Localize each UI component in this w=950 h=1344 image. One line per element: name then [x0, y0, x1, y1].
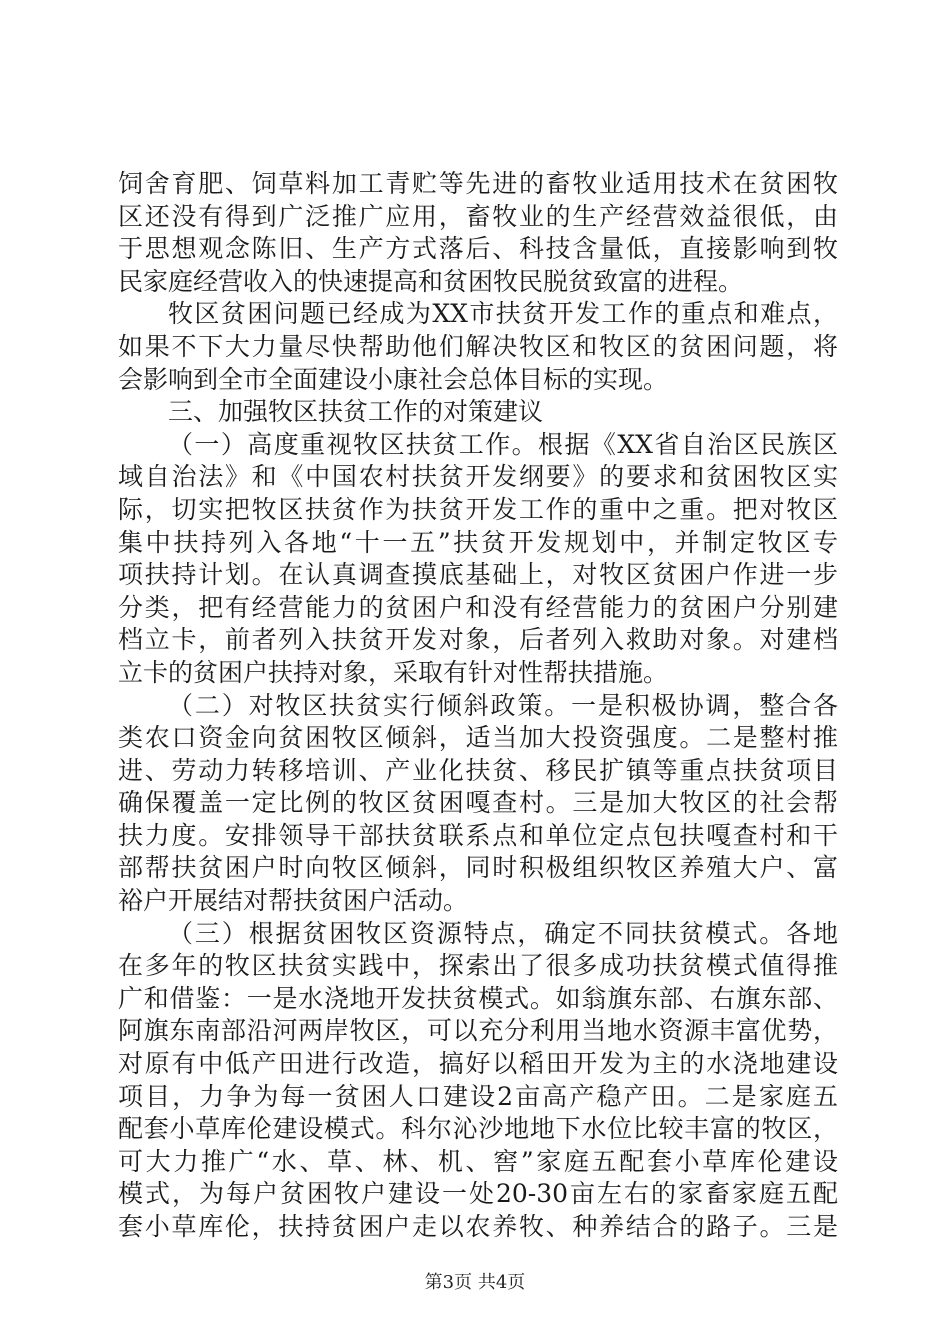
text-line: 对原有中低产田进行改造，搞好以稻田开发为主的水浇地建设: [118, 1049, 838, 1079]
section-heading: [118, 396, 838, 429]
text-line: 裕户开展结对帮扶贫困户活动。: [118, 886, 469, 916]
text-line: 会影响到全市全面建设小康社会总体目标的实现。: [118, 364, 669, 394]
text-line: 分类，把有经营能力的贫困户和没有经营能力的贫困户分别建: [118, 592, 838, 622]
text-line: 类农口资金向贫困牧区倾斜，适当加大投资强度。二是整村推: [118, 723, 838, 753]
text-line: 饲舍育肥、饲草料加工青贮等先进的畜牧业适用技术在贫困牧: [118, 169, 838, 198]
page-number-footer: 第3页 共4页: [424, 1272, 526, 1293]
paragraph-poverty-focus: [118, 298, 838, 396]
text-line: 际，切实把牧区扶贫作为扶贫开发工作的重中之重。把对牧区: [118, 494, 838, 524]
text-line: 阿旗东南部沿河两岸牧区，可以充分利用当地水资源丰富优势，: [118, 1016, 838, 1046]
document-body: [118, 168, 838, 1244]
paragraph-policy-2: [118, 690, 838, 918]
text-line: 项扶持计划。在认真调查摸底基础上，对牧区贫困户作进一步: [118, 560, 838, 590]
text-line: 进、劳动力转移培训、产业化扶贫、移民扩镇等重点扶贫项目: [118, 755, 838, 785]
paragraph-policy-1: [118, 429, 838, 690]
paragraph-policy-3: [118, 918, 838, 1244]
text-line: 模式，为每户贫困牧户建设一处20-30亩左右的家畜家庭五配: [118, 1179, 838, 1209]
text-line: 套小草库伦，扶持贫困户走以农养牧、种养结合的路子。三是: [118, 1212, 838, 1241]
text-line: 扶力度。安排领导干部扶贫联系点和单位定点包扶嘎查村和干: [118, 820, 838, 850]
text-line: 集中扶持列入各地“十一五”扶贫开发规划中，并制定牧区专: [118, 527, 838, 557]
text-line: 立卡的贫困户扶持对象，采取有针对性帮扶措施。: [118, 657, 669, 687]
text-line: 如果不下大力量尽快帮助他们解决牧区和牧区的贫困问题，将: [118, 331, 838, 361]
text-line: 可大力推广“水、草、林、机、窖”家庭五配套小草库伦建设: [118, 1146, 838, 1176]
heading-line: 三、加强牧区扶贫工作的对策建议: [168, 397, 544, 427]
text-line: 配套小草库伦建设模式。科尔沁沙地地下水位比较丰富的牧区，: [118, 1114, 838, 1144]
text-line: （二）对牧区扶贫实行倾斜政策。一是积极协调，整合各: [168, 690, 838, 720]
text-line: 部帮扶贫困户时向牧区倾斜，同时积极组织牧区养殖大户、富: [118, 853, 838, 883]
text-line: 在多年的牧区扶贫实践中，探索出了很多成功扶贫模式值得推: [118, 951, 838, 981]
text-line: 牧区贫困问题已经成为XX市扶贫开发工作的重点和难点，: [168, 299, 838, 329]
text-line: 确保覆盖一定比例的牧区贫困嘎查村。三是加大牧区的社会帮: [118, 788, 838, 818]
text-line: 项目，力争为每一贫困人口建设2亩高产稳产田。二是家庭五: [118, 1081, 838, 1111]
text-line: （一）高度重视牧区扶贫工作。根据《XX省自治区民族区: [168, 429, 838, 459]
text-line: 档立卡，前者列入扶贫开发对象，后者列入救助对象。对建档: [118, 625, 838, 655]
paragraph-livestock-technology: [118, 168, 838, 298]
text-line: 于思想观念陈旧、生产方式落后、科技含量低，直接影响到牧: [118, 234, 838, 264]
text-line: 民家庭经营收入的快速提高和贫困牧民脱贫致富的进程。: [118, 266, 744, 296]
text-line: 区还没有得到广泛推广应用，畜牧业的生产经营效益很低，由: [118, 201, 838, 231]
text-line: （三）根据贫困牧区资源特点，确定不同扶贫模式。各地: [168, 918, 838, 948]
text-line: 域自治法》和《中国农村扶贫开发纲要》的要求和贫困牧区实: [118, 462, 838, 492]
text-line: 广和借鉴：一是水浇地开发扶贫模式。如翁旗东部、右旗东部、: [118, 983, 838, 1013]
